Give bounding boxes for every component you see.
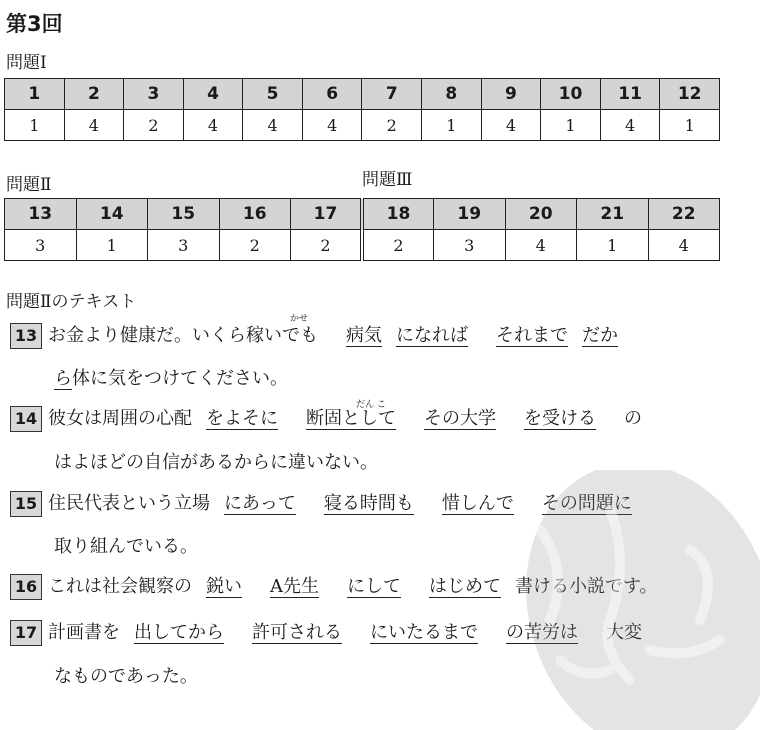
question-text: お金より健康だ。いくら bbox=[48, 325, 246, 346]
choice-4-end: ら bbox=[54, 368, 72, 389]
table1-header-12: 12 bbox=[660, 79, 720, 110]
question-kanji: 稼 bbox=[246, 325, 264, 346]
table2-answer-4: 2 bbox=[219, 230, 291, 261]
table2-answer-6: 2 bbox=[362, 230, 434, 261]
question-number: 16 bbox=[10, 574, 42, 600]
answer-table-1 bbox=[4, 78, 720, 141]
question-13 bbox=[10, 323, 618, 349]
choice-2: 寝る時間も bbox=[323, 493, 414, 514]
table2-answer-1: 3 bbox=[5, 230, 77, 261]
table1-header-11: 11 bbox=[600, 79, 660, 110]
table1-header-4: 4 bbox=[183, 79, 243, 110]
table2-answer-9: 1 bbox=[577, 230, 649, 261]
choice-3: にして bbox=[347, 576, 401, 597]
question-text: の bbox=[624, 408, 642, 429]
choice-2: になれば bbox=[396, 325, 468, 346]
table2-header-5: 17 bbox=[291, 199, 363, 230]
question-text: 書ける小説です。 bbox=[515, 576, 658, 597]
table1-answer-12: 1 bbox=[660, 110, 720, 141]
table2-header-10: 22 bbox=[648, 199, 720, 230]
table2-header-3: 15 bbox=[148, 199, 220, 230]
question-14 bbox=[10, 406, 642, 432]
choice-3: 惜しんで bbox=[441, 493, 514, 514]
table1-header-10: 10 bbox=[541, 79, 601, 110]
choice-4: を受ける bbox=[524, 408, 596, 429]
question-15 bbox=[10, 491, 632, 517]
table1-answer-10: 1 bbox=[541, 110, 601, 141]
section-label-2: 問題Ⅱ bbox=[6, 175, 52, 195]
table1-header-2: 2 bbox=[64, 79, 124, 110]
question-number: 13 bbox=[10, 323, 42, 349]
table1-answer-3: 2 bbox=[124, 110, 184, 141]
question-17-line2: なものであった。 bbox=[54, 666, 198, 687]
table2-answer-10: 4 bbox=[648, 230, 720, 261]
choice-2: A先生 bbox=[270, 576, 319, 597]
page-title: 第3回 bbox=[6, 12, 63, 36]
question-number: 17 bbox=[10, 620, 42, 646]
question-number: 14 bbox=[10, 406, 42, 432]
question-text: 大変 bbox=[606, 622, 642, 643]
table1-answer-1: 1 bbox=[5, 110, 65, 141]
choice-2: 断固として bbox=[306, 408, 396, 429]
question-text: 計画書を bbox=[48, 622, 120, 643]
choice-2: 許可される bbox=[252, 622, 342, 643]
table1-answer-7: 2 bbox=[362, 110, 422, 141]
table2-header-8: 20 bbox=[505, 199, 577, 230]
table1-answer-4: 4 bbox=[183, 110, 243, 141]
table1-answer-5: 4 bbox=[243, 110, 303, 141]
ruby-danko: だん こ bbox=[356, 400, 386, 410]
section-label-1: 問題Ⅰ bbox=[6, 53, 47, 73]
question-number: 15 bbox=[10, 491, 42, 517]
table2-header-6: 18 bbox=[362, 199, 434, 230]
table1-answer-6: 4 bbox=[302, 110, 362, 141]
table2-header-2: 14 bbox=[76, 199, 148, 230]
choice-3: その大学 bbox=[424, 408, 496, 429]
table1-answer-2: 4 bbox=[64, 110, 124, 141]
choice-1: 病気 bbox=[346, 325, 382, 346]
question-text: いでも bbox=[264, 325, 318, 346]
table1-header-7: 7 bbox=[362, 79, 422, 110]
question-16 bbox=[10, 574, 658, 600]
table2-answer-3: 3 bbox=[148, 230, 220, 261]
table1-header-6: 6 bbox=[302, 79, 362, 110]
question-13-line2 bbox=[54, 366, 288, 392]
choice-1: にあって bbox=[224, 493, 296, 514]
question-text: 彼女は周囲の心配 bbox=[48, 408, 192, 429]
choice-4: その問題に bbox=[541, 493, 632, 514]
table1-header-1: 1 bbox=[5, 79, 65, 110]
choice-1: をよそに bbox=[206, 408, 278, 429]
table2-header-7: 19 bbox=[434, 199, 506, 230]
table1-answer-8: 1 bbox=[422, 110, 482, 141]
answer-table-2 bbox=[4, 198, 720, 261]
table2-answer-8: 4 bbox=[505, 230, 577, 261]
table2-answer-7: 3 bbox=[434, 230, 506, 261]
question-17 bbox=[10, 620, 642, 646]
choice-4: の苦労は bbox=[506, 622, 578, 643]
section-label-3: 問題Ⅲ bbox=[362, 170, 413, 190]
question-text: 体に気をつけてください。 bbox=[72, 368, 288, 389]
table2-header-4: 16 bbox=[219, 199, 291, 230]
table2-header-9: 21 bbox=[577, 199, 649, 230]
choice-1: 出してから bbox=[134, 622, 224, 643]
table2-header-1: 13 bbox=[5, 199, 77, 230]
choice-4: だか bbox=[582, 325, 618, 346]
question-text: 住民代表という立場 bbox=[48, 493, 210, 514]
choice-3: それまで bbox=[496, 325, 568, 346]
choice-4: はじめて bbox=[429, 576, 501, 597]
table1-header-3: 3 bbox=[124, 79, 184, 110]
table1-answer-11: 4 bbox=[600, 110, 660, 141]
choice-3: にいたるまで bbox=[370, 622, 478, 643]
question-text: これは社会観察の bbox=[48, 576, 192, 597]
text-heading: 問題Ⅱのテキスト bbox=[6, 292, 137, 312]
choice-1: 鋭い bbox=[206, 576, 242, 597]
table2-answer-5: 2 bbox=[291, 230, 363, 261]
table1-header-8: 8 bbox=[422, 79, 482, 110]
table1-header-5: 5 bbox=[243, 79, 303, 110]
ruby-kase: かせ bbox=[290, 314, 309, 324]
question-14-line2: はよほどの自信があるからに違いない。 bbox=[54, 452, 378, 473]
table1-answer-9: 4 bbox=[481, 110, 541, 141]
table2-answer-2: 1 bbox=[76, 230, 148, 261]
table1-header-9: 9 bbox=[481, 79, 541, 110]
question-15-line2: 取り組んでいる。 bbox=[54, 536, 198, 557]
